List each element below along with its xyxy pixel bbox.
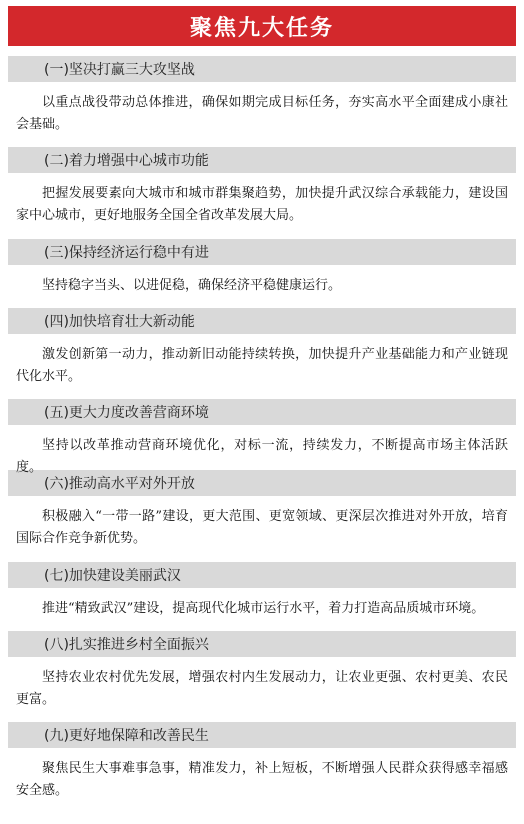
page-title: 聚焦九大任务 xyxy=(8,6,516,46)
task-heading-4: (四)加快培育壮大新动能 xyxy=(8,308,516,334)
task-heading-6: (六)推动高水平对外开放 xyxy=(8,470,516,496)
task-heading-8: (八)扎实推进乡村全面振兴 xyxy=(8,631,516,657)
task-body-1: 以重点战役带动总体推进，确保如期完成目标任务，夯实高水平全面建成小康社会基础。 xyxy=(16,95,508,132)
task-section-8 xyxy=(8,631,516,722)
task-body-9: 聚焦民生大事难事急事，精准发力，补上短板，不断增强人民群众获得感幸福感安全感。 xyxy=(16,761,508,798)
task-body-8: 坚持农业农村优先发展，增强农村内生发展动力，让农业更强、农村更美、农民更富。 xyxy=(16,670,508,707)
task-body-2: 把握发展要素向大城市和城市群集聚趋势，加快提升武汉综合承载能力，建设国家中心城市，更好地服务全国全省改革发展大局。 xyxy=(16,186,508,223)
task-section-6 xyxy=(8,470,516,562)
task-section-7 xyxy=(8,562,516,631)
task-section-9 xyxy=(8,722,516,814)
task-heading-9: (九)更好地保障和改善民生 xyxy=(8,722,516,748)
task-heading-1: (一)坚决打赢三大攻坚战 xyxy=(8,56,516,82)
task-section-5 xyxy=(8,399,516,475)
task-body-3: 坚持稳字当头、以进促稳，确保经济平稳健康运行。 xyxy=(42,278,342,293)
task-body-4: 激发创新第一动力，推动新旧动能持续转换，加快提升产业基础能力和产业链现代化水平。 xyxy=(16,347,508,384)
task-heading-7: (七)加快建设美丽武汉 xyxy=(8,562,516,588)
task-section-3 xyxy=(8,239,516,308)
task-section-1 xyxy=(8,56,516,147)
task-heading-3: (三)保持经济运行稳中有进 xyxy=(8,239,516,265)
task-body-5: 坚持以改革推动营商环境优化，对标一流，持续发力，不断提高市场主体活跃度。 xyxy=(16,438,508,475)
task-body-7: 推进“精致武汉”建设，提高现代化城市运行水平，着力打造高品质城市环境。 xyxy=(42,601,485,616)
task-section-4 xyxy=(8,308,516,399)
task-heading-2: (二)着力增强中心城市功能 xyxy=(8,147,516,173)
task-heading-5: (五)更大力度改善营商环境 xyxy=(8,399,516,425)
task-list xyxy=(8,56,516,814)
task-section-2 xyxy=(8,147,516,239)
task-body-6: 积极融入“一带一路”建设，更大范围、更宽领域、更深层次推进对外开放，培育国际合作竞争新优势。 xyxy=(16,509,508,546)
